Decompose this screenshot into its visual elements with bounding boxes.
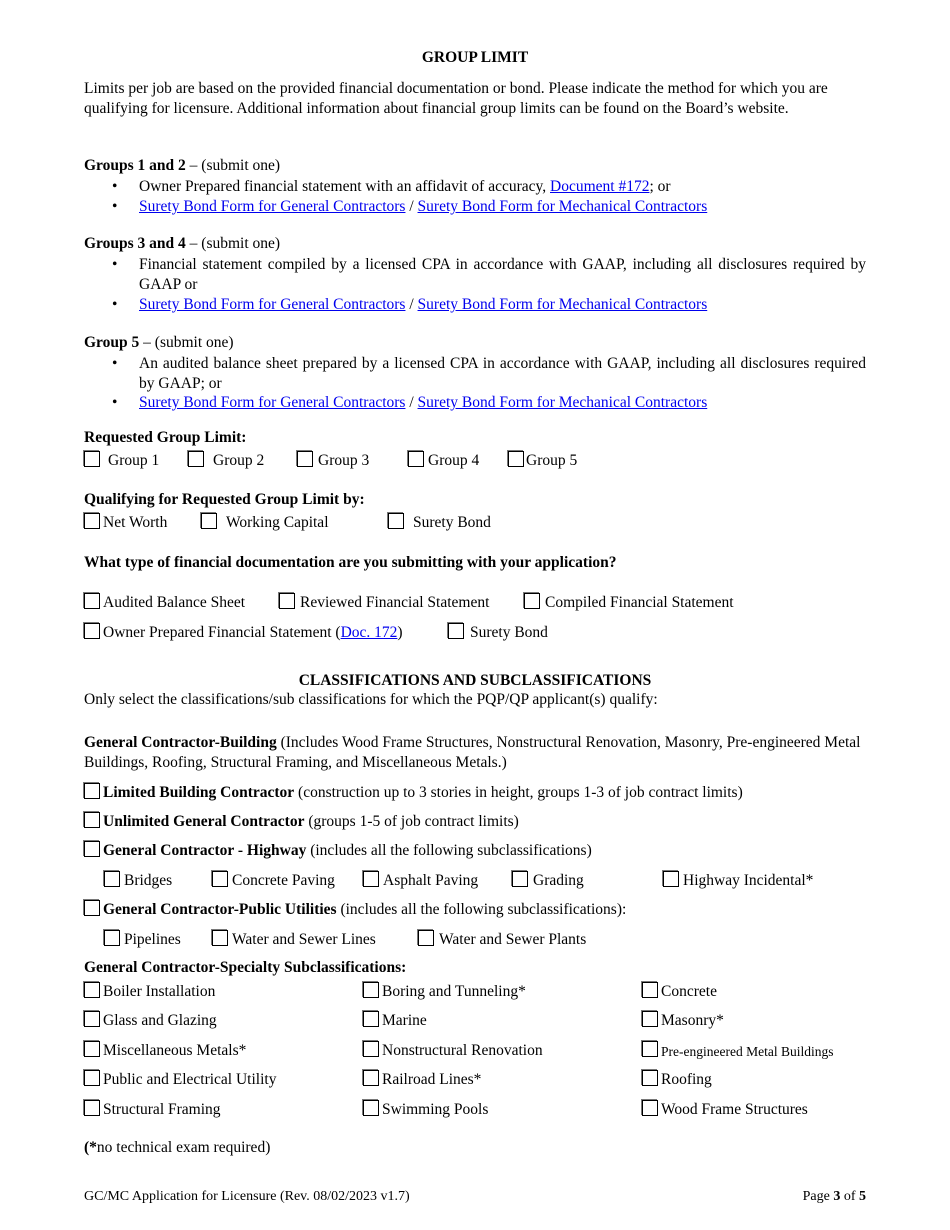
- concrete-checkbox[interactable]: [642, 982, 658, 998]
- bullet: •: [112, 256, 118, 273]
- wood-frame-checkbox[interactable]: [642, 1100, 658, 1116]
- glass-glazing-label: Glass and Glazing: [103, 1012, 217, 1029]
- group-1-label: Group 1: [108, 452, 160, 469]
- unlimited-general-checkbox[interactable]: [84, 812, 100, 828]
- groups-3-4-bullet-1: Financial statement compiled by a licensed CPA in accordance with GAAP, including all disclosures required by GAAP or: [139, 256, 866, 293]
- concrete-paving-checkbox[interactable]: [212, 871, 228, 887]
- marine-label: Marine: [382, 1012, 427, 1029]
- classifications-title: CLASSIFICATIONS AND SUBCLASSIFICATIONS: [298, 672, 652, 689]
- pipelines-label: Pipelines: [124, 931, 181, 948]
- specialty-heading: General Contractor-Specialty Subclassifications:: [84, 959, 407, 976]
- groups-3-4-bullet-2: Surety Bond Form for General Contractors / Surety Bond Form for Mechanical Contractors: [139, 296, 708, 313]
- surety-bond-doc-checkbox[interactable]: [448, 623, 464, 639]
- gc-highway-checkbox[interactable]: [84, 841, 100, 857]
- grading-label: Grading: [533, 872, 584, 889]
- unlimited-general-label: Unlimited General Contractor (groups 1-5 of job contract limits): [103, 813, 519, 830]
- swimming-pools-checkbox[interactable]: [363, 1100, 379, 1116]
- water-sewer-plants-checkbox[interactable]: [418, 930, 434, 946]
- bullet: •: [112, 394, 118, 411]
- financial-doc-question: What type of financial documentation are you submitting with your application?: [84, 554, 617, 571]
- pipelines-checkbox[interactable]: [104, 930, 120, 946]
- surety-bond-general-link[interactable]: Surety Bond Form for General Contractors: [139, 394, 406, 411]
- nonstructural-renovation-checkbox[interactable]: [363, 1041, 379, 1057]
- gc-building-description: General Contractor-Building (Includes Wood Frame Structures, Nonstructural Renovation, Masonry, Pre-engineered Metal Buildings, Roofing, Structural Framing, and Miscellaneous Metals.): [84, 734, 861, 771]
- bullet: •: [112, 178, 118, 195]
- surety-bond-mechanical-link[interactable]: Surety Bond Form for Mechanical Contractors: [417, 198, 708, 215]
- intro-paragraph: Limits per job are based on the provided financial documentation or bond. Please indicate the method for which you are qualifying for licensure. Additional information about financial group limits can be found on the Board’s website.: [84, 80, 828, 117]
- compiled-financial-statement-checkbox[interactable]: [524, 593, 540, 609]
- misc-metals-label: Miscellaneous Metals*: [103, 1042, 247, 1059]
- concrete-label: Concrete: [661, 983, 717, 1000]
- wood-frame-label: Wood Frame Structures: [661, 1101, 808, 1118]
- surety-bond-qualify-checkbox[interactable]: [388, 513, 404, 529]
- limited-building-checkbox[interactable]: [84, 783, 100, 799]
- surety-bond-general-link[interactable]: Surety Bond Form for General Contractors: [139, 296, 406, 313]
- water-sewer-lines-label: Water and Sewer Lines: [232, 931, 376, 948]
- audited-balance-sheet-checkbox[interactable]: [84, 593, 100, 609]
- net-worth-label: Net Worth: [103, 514, 168, 531]
- misc-metals-checkbox[interactable]: [84, 1041, 100, 1057]
- compiled-financial-statement-label: Compiled Financial Statement: [545, 594, 734, 611]
- boiler-installation-label: Boiler Installation: [103, 983, 216, 1000]
- groups-3-4-heading: Groups 3 and 4 – (submit one): [84, 235, 281, 252]
- qualifying-heading: Qualifying for Requested Group Limit by:: [84, 491, 365, 508]
- public-electrical-utility-label: Public and Electrical Utility: [103, 1071, 277, 1088]
- requested-group-limit-heading: Requested Group Limit:: [84, 429, 247, 446]
- asphalt-paving-checkbox[interactable]: [363, 871, 379, 887]
- groups-1-2-heading: Groups 1 and 2 – (submit one): [84, 157, 281, 174]
- masonry-label: Masonry*: [661, 1012, 724, 1029]
- railroad-lines-label: Railroad Lines*: [382, 1071, 482, 1088]
- masonry-checkbox[interactable]: [642, 1011, 658, 1027]
- footer-form-id: GC/MC Application for Licensure (Rev. 08/02/2023 v1.7): [84, 1189, 410, 1204]
- bullet: •: [112, 355, 118, 372]
- grading-checkbox[interactable]: [512, 871, 528, 887]
- marine-checkbox[interactable]: [363, 1011, 379, 1027]
- pre-engineered-metal-label: Pre-engineered Metal Buildings: [661, 1044, 834, 1059]
- boring-tunneling-label: Boring and Tunneling*: [382, 983, 526, 1000]
- surety-bond-general-link[interactable]: Surety Bond Form for General Contractors: [139, 198, 406, 215]
- nonstructural-renovation-label: Nonstructural Renovation: [382, 1042, 543, 1059]
- group-5-bullet-1: An audited balance sheet prepared by a licensed CPA in accordance with GAAP, including all disclosures required by GAAP; or: [139, 355, 866, 392]
- reviewed-financial-statement-checkbox[interactable]: [279, 593, 295, 609]
- highway-incidental-checkbox[interactable]: [663, 871, 679, 887]
- audited-balance-sheet-label: Audited Balance Sheet: [103, 594, 246, 611]
- roofing-checkbox[interactable]: [642, 1070, 658, 1086]
- group-3-checkbox[interactable]: [297, 451, 313, 467]
- roofing-label: Roofing: [661, 1071, 712, 1088]
- swimming-pools-label: Swimming Pools: [382, 1101, 489, 1118]
- surety-bond-mechanical-link[interactable]: Surety Bond Form for Mechanical Contractors: [417, 394, 708, 411]
- net-worth-checkbox[interactable]: [84, 513, 100, 529]
- bullet: •: [112, 296, 118, 313]
- classifications-intro: Only select the classifications/sub classifications for which the PQP/QP applicant(s) qualify:: [84, 691, 658, 708]
- pre-engineered-metal-checkbox[interactable]: [642, 1041, 658, 1057]
- group-5-checkbox[interactable]: [508, 451, 524, 467]
- groups-1-2-bullet-2: Surety Bond Form for General Contractors / Surety Bond Form for Mechanical Contractors: [139, 198, 708, 215]
- gc-public-utilities-checkbox[interactable]: [84, 900, 100, 916]
- railroad-lines-checkbox[interactable]: [363, 1070, 379, 1086]
- highway-incidental-label: Highway Incidental*: [683, 872, 814, 889]
- bridges-checkbox[interactable]: [104, 871, 120, 887]
- group-2-label: Group 2: [213, 452, 265, 469]
- owner-prepared-checkbox[interactable]: [84, 623, 100, 639]
- boring-tunneling-checkbox[interactable]: [363, 982, 379, 998]
- surety-bond-doc-label: Surety Bond: [470, 624, 548, 641]
- working-capital-checkbox[interactable]: [201, 513, 217, 529]
- group-5-heading: Group 5 – (submit one): [84, 334, 234, 351]
- owner-prepared-label: Owner Prepared Financial Statement (Doc. 172): [103, 624, 403, 641]
- asphalt-paving-label: Asphalt Paving: [383, 872, 479, 889]
- groups-1-2-bullet-1: Owner Prepared financial statement with an affidavit of accuracy, Document #172; or: [139, 178, 671, 195]
- water-sewer-plants-label: Water and Sewer Plants: [439, 931, 587, 948]
- glass-glazing-checkbox[interactable]: [84, 1011, 100, 1027]
- structural-framing-label: Structural Framing: [103, 1101, 221, 1118]
- page-title: GROUP LIMIT: [421, 49, 529, 66]
- gc-highway-label: General Contractor - Highway (includes all the following subclassifications): [103, 842, 592, 859]
- exam-note: (*no technical exam required): [84, 1139, 271, 1156]
- surety-bond-qualify-label: Surety Bond: [413, 514, 491, 531]
- group-5-bullet-2: Surety Bond Form for General Contractors / Surety Bond Form for Mechanical Contractors: [139, 394, 708, 411]
- group-4-checkbox[interactable]: [408, 451, 424, 467]
- water-sewer-lines-checkbox[interactable]: [212, 930, 228, 946]
- gc-public-utilities-label: General Contractor-Public Utilities (includes all the following subclassifications):: [103, 901, 627, 918]
- surety-bond-mechanical-link[interactable]: Surety Bond Form for Mechanical Contractors: [417, 296, 708, 313]
- group-2-checkbox[interactable]: [188, 451, 204, 467]
- group-3-label: Group 3: [318, 452, 370, 469]
- limited-building-label: Limited Building Contractor (construction up to 3 stories in height, groups 1-3 of job contract limits): [103, 784, 743, 801]
- structural-framing-checkbox[interactable]: [84, 1100, 100, 1116]
- boiler-installation-checkbox[interactable]: [84, 982, 100, 998]
- group-4-label: Group 4: [428, 452, 480, 469]
- bridges-label: Bridges: [124, 872, 173, 889]
- group-5-label: Group 5: [526, 452, 578, 469]
- concrete-paving-label: Concrete Paving: [232, 872, 335, 889]
- footer-page-number: Page 3 of 5: [802, 1189, 866, 1204]
- group-1-checkbox[interactable]: [84, 451, 100, 467]
- reviewed-financial-statement-label: Reviewed Financial Statement: [300, 594, 490, 611]
- working-capital-label: Working Capital: [226, 514, 329, 531]
- public-electrical-utility-checkbox[interactable]: [84, 1070, 100, 1086]
- bullet: •: [112, 198, 118, 215]
- doc-172-link[interactable]: Doc. 172: [340, 624, 398, 641]
- document-172-link[interactable]: Document #172: [550, 178, 650, 195]
